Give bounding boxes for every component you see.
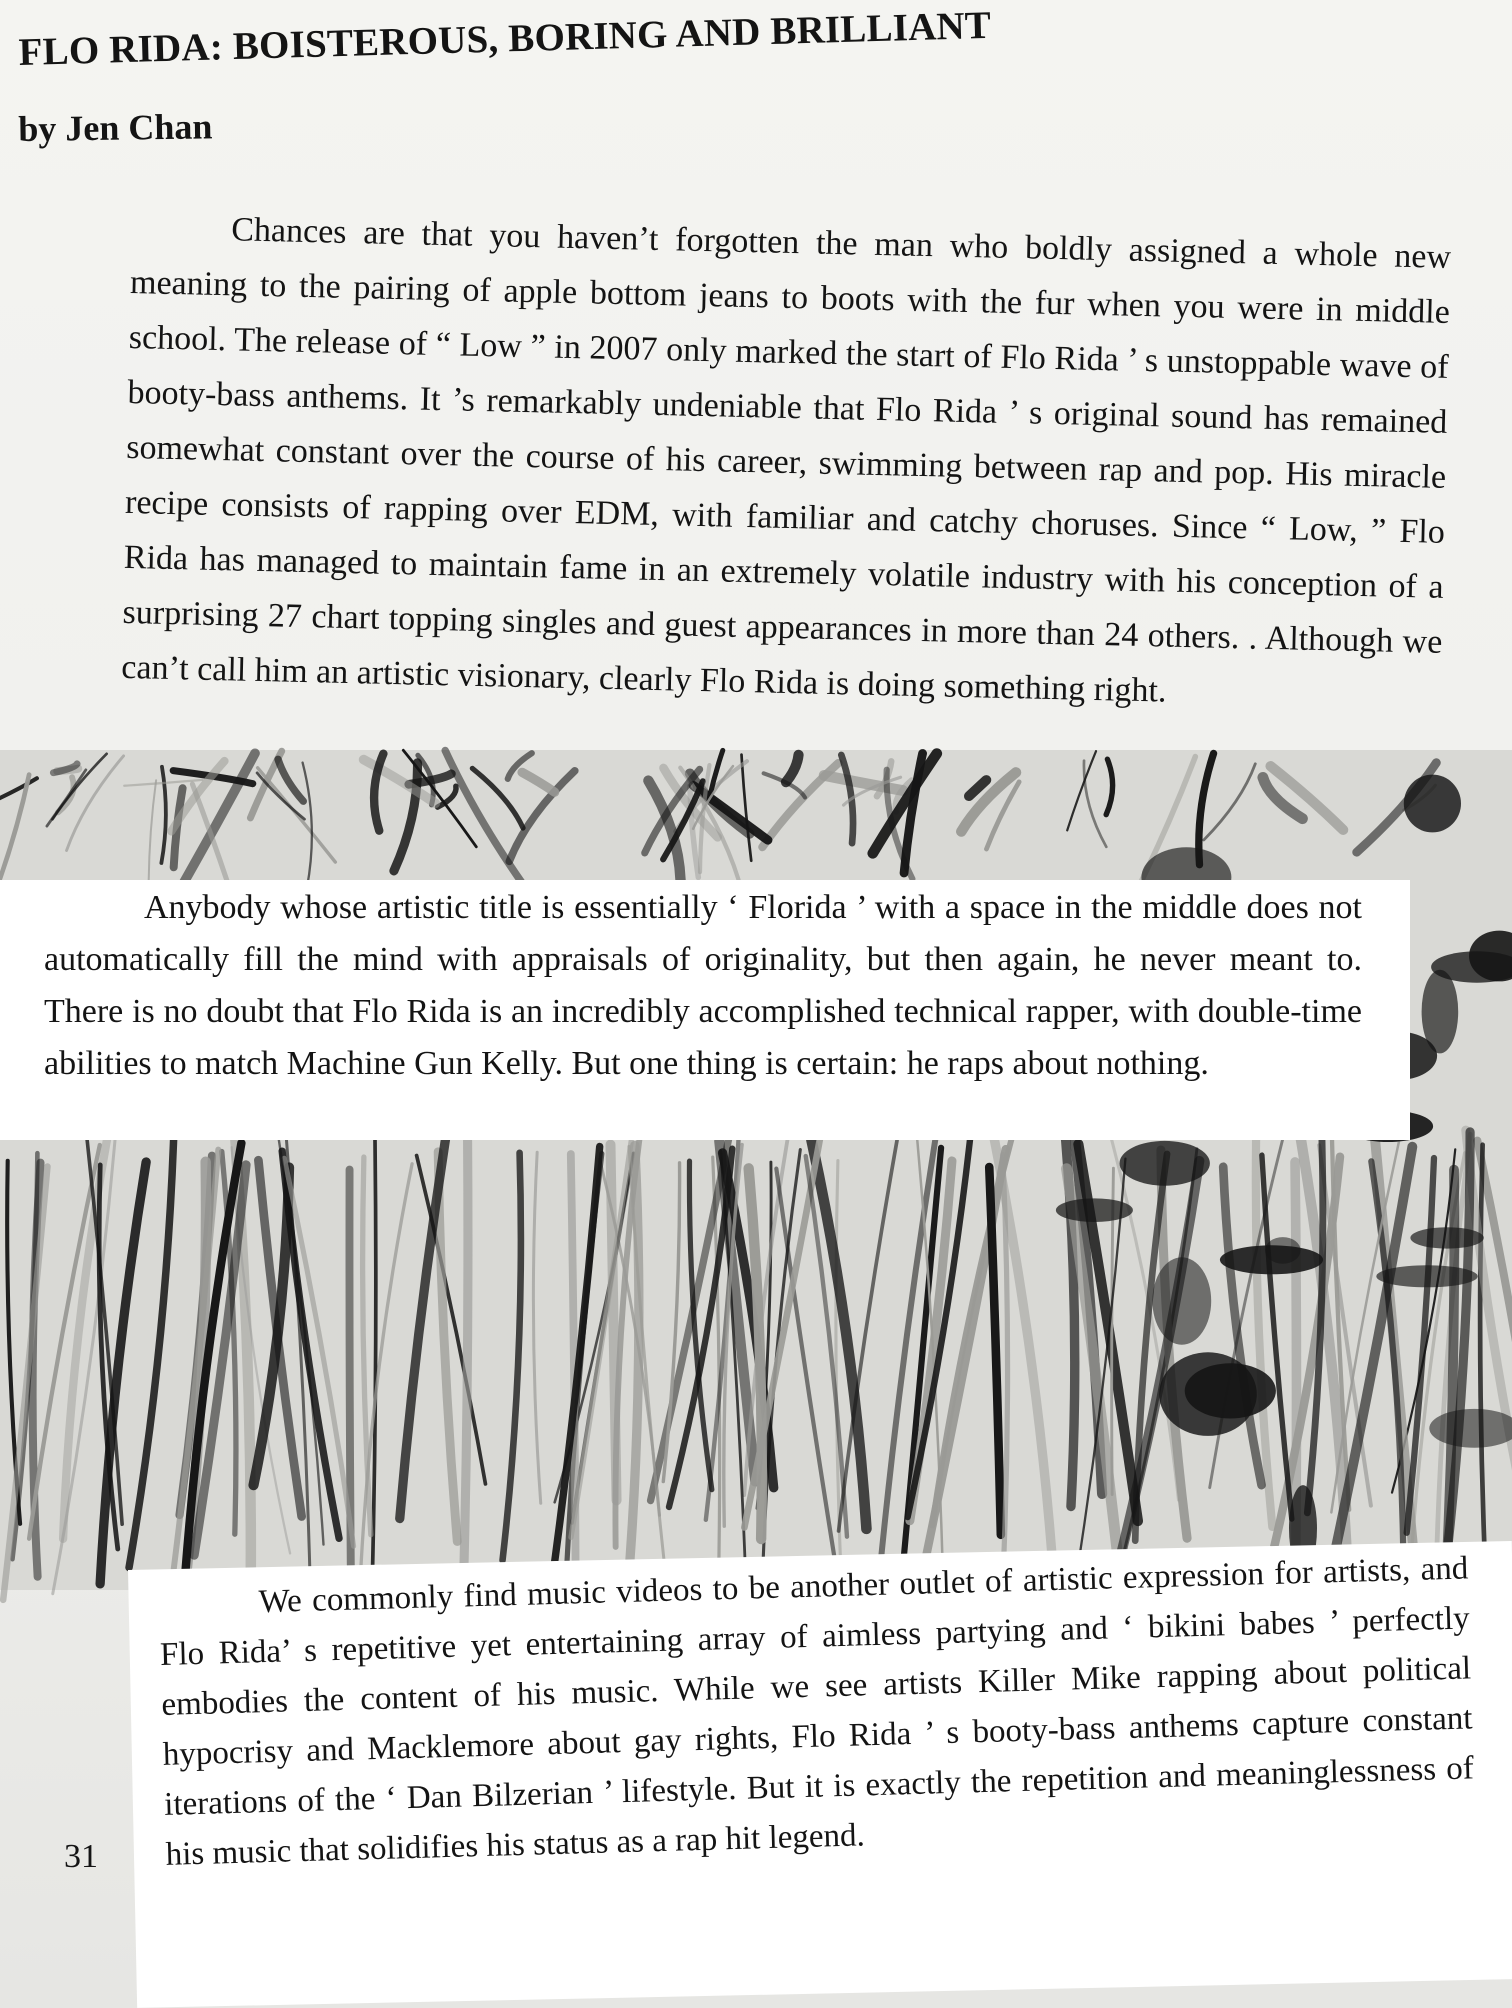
paragraph-3-text: We commonly find music videos to be another outlet of artistic expression for artists, and Flo Rida’ s repetitive yet entertaining array of aimless partying and ‘ bikini babes ’ perfectly embodies the content of his music. While we see artists Killer Mike rapping about political hypocrisy and Macklemore about gay rights, Flo Rida ’ s booty-bass anthems capture constant iterations of the ‘ Dan Bilzerian ’ lifestyle. But it is exactly the repetition and meaninglessness of his music that solidifies his status as a rap hit legend. bbox=[159, 1550, 1475, 1873]
ink-blot bbox=[1056, 1198, 1133, 1222]
ink-blot bbox=[1159, 1352, 1257, 1436]
page-number: 31 bbox=[64, 1838, 98, 1875]
paragraph-2-text: Anybody whose artistic title is essentially ‘ Florida ’ with a space in the middle does not automatically fill the mind with appraisals of originality, but then again, he never meant to. There is no doubt that Flo Rida is an incredibly accomplished technical rapper, with double-time abilities to match Machine Gun Kelly. But one thing is certain: he raps about nothing. bbox=[44, 889, 1362, 1082]
article-title: FLO RIDA: BOISTEROUS, BORING AND BRILLIANT bbox=[18, 3, 992, 74]
paragraph-1 bbox=[121, 200, 1452, 725]
ink-blot bbox=[1220, 1245, 1323, 1274]
paragraph-2 bbox=[44, 882, 1362, 1090]
paragraph-3 bbox=[158, 1543, 1476, 1879]
ink-blot bbox=[1120, 1141, 1210, 1186]
ink-blot bbox=[1152, 1257, 1211, 1344]
article-byline: by Jen Chan bbox=[18, 106, 213, 149]
ink-stroke-lower bbox=[463, 1139, 468, 1599]
ink-blot bbox=[1422, 970, 1459, 1054]
ink-blot bbox=[1410, 1227, 1483, 1248]
paragraph-1-text: Chances are that you haven’t forgotten the man who boldly assigned a whole new meaning to the pairing of apple bottom jeans to boots with the fur when you were in middle school. The release of “ Low ” in 2007 only marked the start of Flo Rida ’ s unstoppable wave of booty-bass anthems. It ’s remarkably undeniable that Flo Rida ’ s original sound has remained somewhat constant over the course of his career, swimming between rap and pop. His miracle recipe consists of rapping over EDM, with familiar and catchy choruses. Since “ Low, ” Flo Rida has managed to maintain fame in an extremely volatile industry with his conception of a surprising 27 chart topping singles and guest appearances in more than 24 others. . Although we can’t call him an artistic visionary, clearly Flo Rida is doing something right. bbox=[120, 211, 1452, 710]
ink-blot bbox=[1376, 1265, 1477, 1287]
ink-blot bbox=[1404, 775, 1461, 833]
